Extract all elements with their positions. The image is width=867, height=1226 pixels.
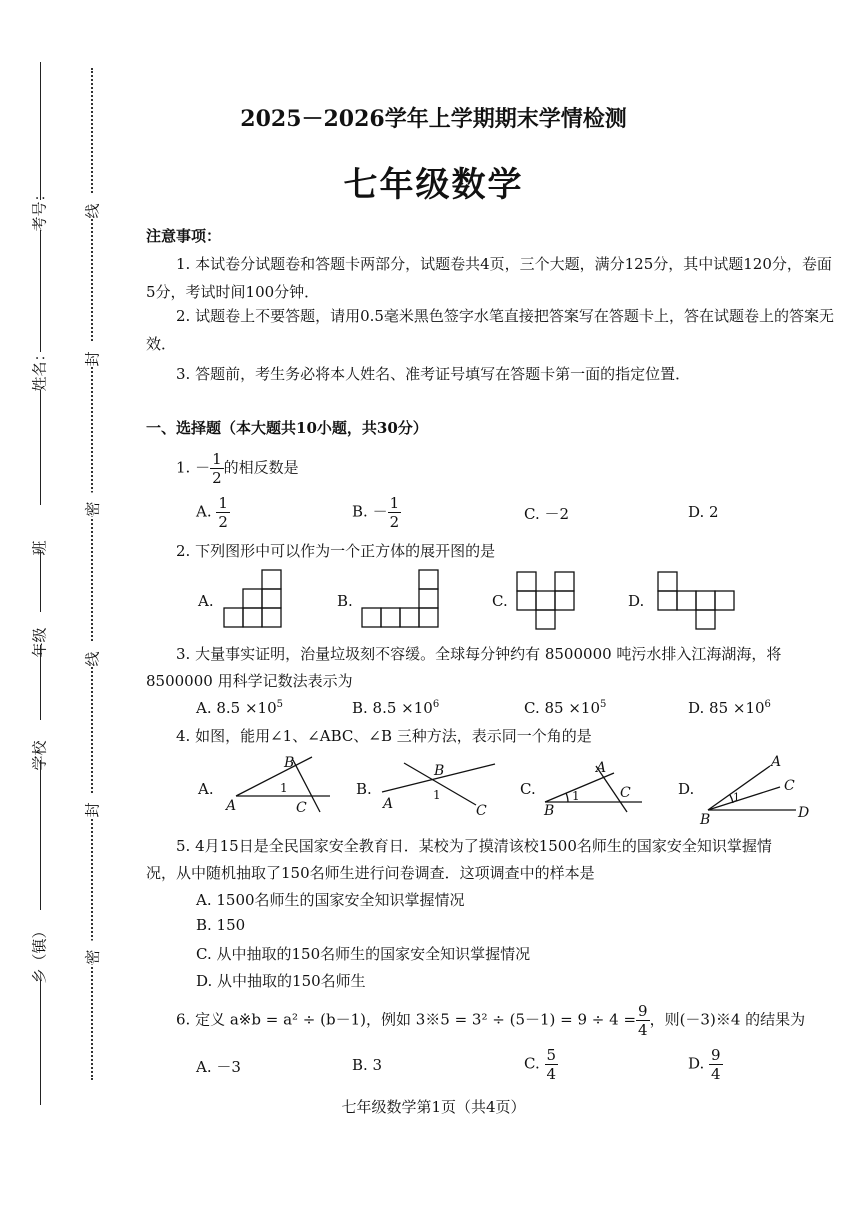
seal-mark-mi-2: 密 [82,941,103,965]
seal-mark-xian-2: 线 [82,643,103,667]
question-3-line-2: 8500000 用科学记数法表示为 [146,672,353,690]
fig-c-letter-b: B [544,803,555,819]
q5-option-c: C. 从中抽取的150名师生的国家安全知识掌握情况 [196,945,531,963]
q5-option-d: D. 从中抽取的150名师生 [196,972,366,990]
note-item-3: 3. 答题前，考生务必将本人姓名、准考证号填写在答题卡第一面的指定位置． [176,365,691,383]
q1-stem-text: 的相反数是 [223,458,299,477]
fig-d-letter-c: C [784,778,795,794]
fig-b-letter-a: A [383,796,394,812]
angle-figure-d [708,766,796,810]
q1-option-c: C. －2 [524,505,570,523]
q1-option-d: D. 2 [688,503,719,521]
seal-mark-feng-2: 封 [82,794,103,818]
q6-option-b: B. 3 [352,1056,383,1074]
fig-b-letter-b: B [434,763,445,779]
q1-sign: － [195,458,211,477]
fig-b-letter-one: 1 [433,788,441,802]
fig-c-letter-one: 1 [572,789,580,803]
q4-label-b: B. [356,780,372,798]
q1-fraction: $\frac{1}{2}$ [212,450,222,487]
q3-option-c: C. $85 \times 10^5$ [524,699,607,717]
seal-mark-xian-1: 线 [82,195,103,219]
q4-label-a: A. [198,780,214,798]
fig-d-letter-d: D [798,805,810,821]
note-item-1: 1. 本试卷分试题卷和答题卡两部分，试题卷共4页，三个大题，满分125分，其中试题120分，卷面5分，考试时间100分钟． [146,255,832,301]
exam-title: 2025－2026学年上学期期末学情检测 [240,106,627,132]
fig-b-letter-c: C [476,803,487,819]
q2-label-c: C. [492,592,508,610]
question-3-line-1: 3. 大量事实证明，治量垃圾刻不容缓。全球每分钟约有 8500000 吨污水排入江海湖海，将 [176,645,782,663]
question-2-stem: 2. 下列图形中可以作为一个正方体的展开图的是 [176,542,496,560]
q3-option-b: B. $8.5 \times 10^6$ [352,699,440,717]
question-4-stem: 4. 如图，能用∠1、∠ABC、∠B 三种方法，表示同一个角的是 [176,727,592,745]
fig-a-letter-one: 1 [280,781,288,795]
q4-label-c: C. [520,780,536,798]
q5-option-a: A. 1500名师生的国家安全知识掌握情况 [196,891,465,909]
q1-option-a: A. $\frac{1}{2}$ [196,494,228,531]
q3-option-a: A. $8.5 \times 10^5$ [196,699,284,717]
question-5-line-1: 5. 4月15日是全民国家安全教育日．某校为了摸清该校1500名师生的国家安全知识掌握情 [176,837,772,855]
seal-mark-mi-1: 密 [82,493,103,517]
fig-c-letter-a: A [596,760,607,776]
seal-mark-feng-1: 封 [82,343,103,367]
fig-d-letter-b: B [700,812,711,828]
q2-label-d: D. [628,592,645,610]
q5-option-b: B. 150 [196,916,246,934]
fig-d-letter-one: 1 [733,791,740,804]
q2-label-a: A. [198,592,214,610]
subject-title: 七年级数学 [343,165,524,205]
fig-d-letter-a: A [771,754,782,770]
question-6-stem: 6. 定义 a※b = a² ÷ (b－1)，例如 3※5 = 3² ÷ (5－1) = 9 ÷ 4 = $\frac{9}{4}$ ，则(－3)※4 的结果为 [176,1002,806,1039]
grade-label: 年级 [30,627,49,658]
fig-a-letter-a: A [226,798,237,814]
exam-number-label: 考号： [30,186,49,232]
notes-heading: 注意事项： [146,227,222,245]
class-label: 班 [30,540,49,556]
question-5-line-2: 况，从中随机抽取了150名师生进行问卷调查．这项调查中的样本是 [146,864,595,882]
name-label: 姓名： [30,346,49,392]
note-item-2: 2. 试题卷上不要答题，请用0.5毫米黑色签字水笔直接把答案写在答题卡上，答在试题卷上的答案无效． [146,307,834,353]
q1-number: 1. [176,458,191,477]
fig-a-letter-c: C [296,800,307,816]
q6-option-a: A. －3 [196,1058,241,1076]
fig-a-letter-b: B [284,755,295,771]
q3-option-d: D. $85 \times 10^6$ [688,699,771,717]
q4-label-d: D. [678,780,695,798]
q2-label-b: B. [337,592,353,610]
school-label: 学校 [30,740,49,771]
town-label: 乡（镇） [30,923,49,984]
q1-option-b: B. － $\frac{1}{2}$ [352,494,400,531]
q6-option-c: C. $\frac{5}{4}$ [524,1046,557,1083]
q6-option-d: D. $\frac{9}{4}$ [688,1046,721,1083]
page-footer: 七年级数学第1页（共4页） [341,1098,526,1116]
fig-c-letter-c: C [620,785,631,801]
section-heading: 一、选择题（本大题共10小题，共30分） [146,419,428,437]
